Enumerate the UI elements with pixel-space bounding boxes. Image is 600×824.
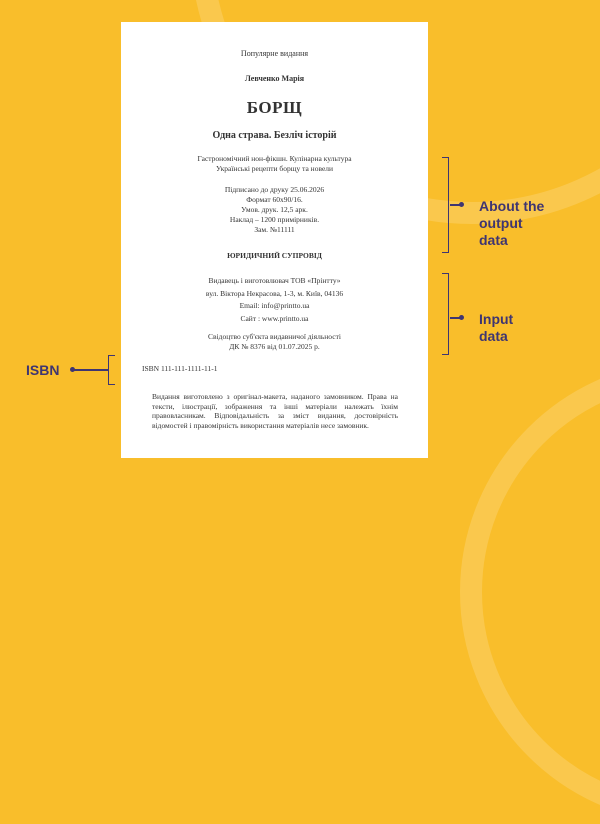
series-label: Популярне видання (240, 49, 309, 58)
output-data-bracket (442, 157, 449, 253)
print-line: Зам. №11111 (254, 225, 295, 234)
publisher-line: Видавець і виготовлювач ТОВ «Прінтту» (208, 276, 341, 285)
certificate-block (121, 332, 428, 352)
genre-block (121, 154, 428, 174)
isbn-number: ISBN 111-111-1111-11-1 (142, 364, 218, 373)
input-dot-icon (459, 315, 464, 320)
book-subtitle: Одна страва. Безліч історій (212, 130, 337, 141)
background-arc (460, 360, 600, 824)
isbn-label: ISBN (26, 362, 60, 378)
isbn-bracket (108, 355, 115, 385)
output-data-label: About the output data (479, 198, 545, 248)
genre-line: Українські рецепти борщу та новели (215, 164, 334, 173)
publisher-line: вул. Віктора Некрасова, 1-3, м. Київ, 04136 (205, 288, 344, 298)
certificate-line: Свідоцтво суб'єкта видавничої діяльності (208, 332, 341, 341)
print-line: Умов. друк. 12,5 арк. (241, 205, 308, 214)
certificate-line: ДК № 8376 від 01.07.2025 р. (229, 342, 320, 351)
book-title: БОРЩ (246, 98, 303, 117)
genre-line: Гастрономічний нон-фікшн. Кулінарна культура (197, 154, 352, 163)
print-line: Підписано до друку 25.06.2026 (224, 185, 325, 194)
legal-heading: ЮРИДИЧНИЙ СУПРОВІД (227, 251, 322, 260)
publisher-block (121, 275, 428, 325)
disclaimer-text: Видання виготовлено з оригінал-макета, наданого замовником. Права на тексти, ілюстрації, зображення та інші матеріали належать їхнім правовласникам. Відповідальність за зміст видання, достовірність відомостей і правомірність використання матеріалів несе замовник. (152, 392, 398, 430)
isbn-connector (72, 369, 108, 371)
input-data-bracket (442, 273, 449, 355)
input-data-label: Input data (479, 311, 514, 344)
print-line: Формат 60х90/16. (246, 195, 303, 204)
author-name: Левченко Марія (244, 74, 305, 83)
publisher-email: Email: info@printto.ua (239, 301, 310, 310)
output-dot-icon (459, 202, 464, 207)
print-line: Наклад – 1200 примірників. (229, 215, 320, 224)
publisher-site: Сайт : www.printto.ua (240, 313, 309, 323)
document-page (121, 22, 428, 458)
print-details (121, 185, 428, 235)
